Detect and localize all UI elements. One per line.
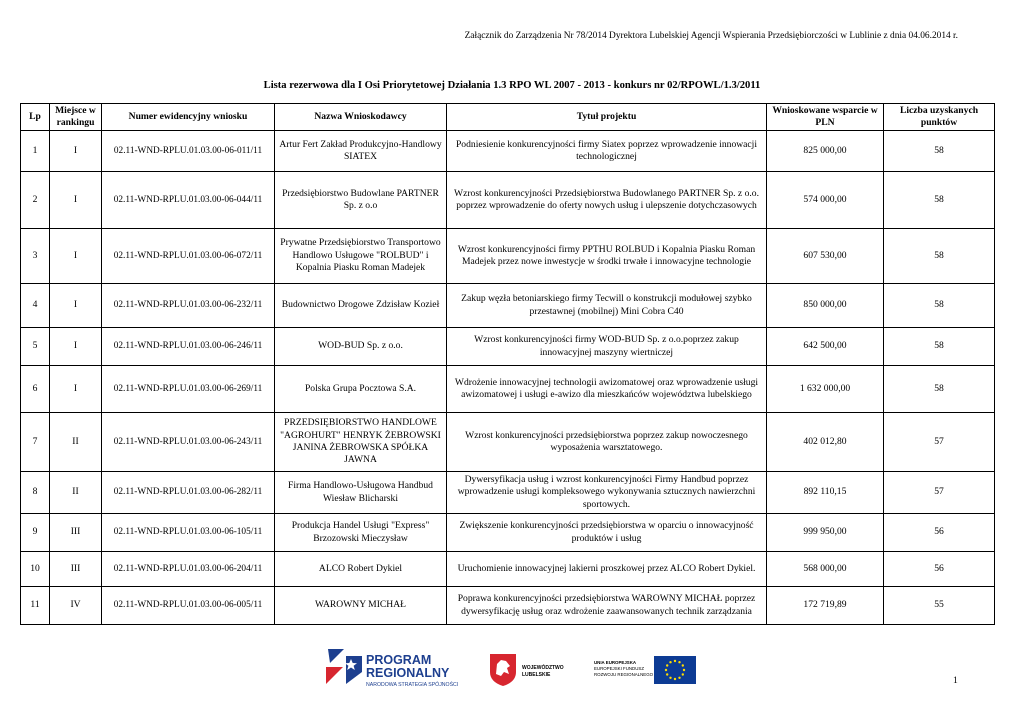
cell-lp: 9 bbox=[21, 514, 50, 552]
cell-applicant: WAROWNY MICHAŁ bbox=[275, 587, 447, 625]
cell-rank: I bbox=[50, 229, 102, 284]
cell-project-title: Wzrost konkurencyjności firmy WOD-BUD Sp. z o.o.poprzez zakup innowacyjnej maszyny wiertniczej bbox=[447, 328, 767, 366]
program-regionalny-logo bbox=[324, 646, 474, 690]
column-header-project-title: Tytuł projektu bbox=[447, 104, 767, 131]
column-header-app-number: Numer ewidencyjny wniosku bbox=[102, 104, 275, 131]
cell-project-title: Wzrost konkurencyjności przedsiębiorstwa poprzez zakup nowoczesnego wyposażenia warsztatowego. bbox=[447, 413, 767, 472]
cell-points: 56 bbox=[884, 514, 995, 552]
cell-rank: I bbox=[50, 131, 102, 172]
table-row bbox=[21, 514, 995, 552]
cell-applicant: Prywatne Przedsiębiorstwo Transportowo Handlowo Usługowe "ROLBUD" i Kopalnia Piasku Roman Madejek bbox=[275, 229, 447, 284]
cell-applicant: ALCO Robert Dykiel bbox=[275, 552, 447, 587]
cell-rank: I bbox=[50, 172, 102, 229]
cell-points: 56 bbox=[884, 552, 995, 587]
cell-points: 58 bbox=[884, 328, 995, 366]
table-row bbox=[21, 413, 995, 472]
cell-lp: 2 bbox=[21, 172, 50, 229]
cell-project-title: Zwiększenie konkurencyjności przedsiębiorstwa w oparciu o innowacyjność produktów i usług bbox=[447, 514, 767, 552]
cell-support: 172 719,89 bbox=[767, 587, 884, 625]
table-row bbox=[21, 131, 995, 172]
cell-project-title: Zakup węzła betoniarskiego firmy Tecwill o konstrukcji modułowej szybko przestawnej (mobilnej) Mini Cobra C40 bbox=[447, 284, 767, 328]
column-header-points: Liczba uzyskanych punktów bbox=[884, 104, 995, 131]
cell-project-title: Wzrost konkurencyjności firmy PPTHU ROLBUD i Kopalnia Piasku Roman Madejek przez nowe inwestycje w środki trwałe i innowacyjne technologie bbox=[447, 229, 767, 284]
cell-lp: 3 bbox=[21, 229, 50, 284]
cell-applicant: PRZEDSIĘBIORSTWO HANDLOWE "AGROHURT" HENRYK ŻEBROWSKI JANINA ŻEBROWSKA SPÓŁKA JAWNA bbox=[275, 413, 447, 472]
voivodeship-logo-line1: WOJEWÓDZTWO bbox=[522, 665, 564, 671]
program-logo-shape-blue bbox=[328, 649, 344, 663]
cell-applicant: Przedsiębiorstwo Budowlane PARTNER Sp. z o.o bbox=[275, 172, 447, 229]
cell-points: 58 bbox=[884, 131, 995, 172]
cell-rank: III bbox=[50, 552, 102, 587]
cell-applicant: Budownictwo Drogowe Zdzisław Kozieł bbox=[275, 284, 447, 328]
cell-lp: 6 bbox=[21, 366, 50, 413]
cell-support: 999 950,00 bbox=[767, 514, 884, 552]
cell-lp: 4 bbox=[21, 284, 50, 328]
cell-project-title: Wdrożenie innowacyjnej technologii awizomatowej oraz wprowadzenie usługi awizomatowej i usługi e-awizo dla mieszkańców województwa lubelskiego bbox=[447, 366, 767, 413]
cell-app-number: 02.11-WND-RPLU.01.03.00-06-232/11 bbox=[102, 284, 275, 328]
column-header-rank: Miejsce w rankingu bbox=[50, 104, 102, 131]
program-logo-line3: NARODOWA STRATEGIA SPÓJNOŚCI bbox=[366, 682, 459, 688]
cell-app-number: 02.11-WND-RPLU.01.03.00-06-246/11 bbox=[102, 328, 275, 366]
column-header-support: Wnioskowane wsparcie w PLN bbox=[767, 104, 884, 131]
cell-project-title: Wzrost konkurencyjności Przedsiębiorstwa Budowlanego PARTNER Sp. z o.o. poprzez wprowadzenie do oferty nowych usług i ulepszenie dotychczasowych bbox=[447, 172, 767, 229]
cell-applicant: Firma Handlowo-Usługowa Handbud Wiesław Blicharski bbox=[275, 472, 447, 514]
cell-rank: I bbox=[50, 284, 102, 328]
voivodeship-logo-line2: LUBELSKIE bbox=[522, 672, 551, 678]
cell-lp: 8 bbox=[21, 472, 50, 514]
cell-points: 58 bbox=[884, 366, 995, 413]
cell-rank: III bbox=[50, 514, 102, 552]
eu-logo-line1: UNIA EUROPEJSKA bbox=[594, 660, 637, 665]
eu-logo-line3: ROZWOJU REGIONALNEGO bbox=[594, 672, 654, 677]
cell-project-title: Uruchomienie innowacyjnej lakierni proszkowej przez ALCO Robert Dykiel. bbox=[447, 552, 767, 587]
cell-applicant: Polska Grupa Pocztowa S.A. bbox=[275, 366, 447, 413]
cell-rank: I bbox=[50, 328, 102, 366]
table-row bbox=[21, 587, 995, 625]
annex-note: Załącznik do Zarządzenia Nr 78/2014 Dyrektora Lubelskiej Agencji Wspierania Przedsiębiorczości w Lublinie z dnia 04.06.2014 r. bbox=[464, 31, 958, 41]
cell-lp: 5 bbox=[21, 328, 50, 366]
document-title: Lista rezerwowa dla I Osi Priorytetowej Działania 1.3 RPO WL 2007 - 2013 - konkurs nr 02/RPOWL/1.3/2011 bbox=[263, 80, 761, 91]
cell-app-number: 02.11-WND-RPLU.01.03.00-06-105/11 bbox=[102, 514, 275, 552]
cell-app-number: 02.11-WND-RPLU.01.03.00-06-282/11 bbox=[102, 472, 275, 514]
cell-app-number: 02.11-WND-RPLU.01.03.00-06-011/11 bbox=[102, 131, 275, 172]
column-header-applicant: Nazwa Wnioskodawcy bbox=[275, 104, 447, 131]
program-logo-shape-blue-large bbox=[346, 656, 362, 684]
table-header-row bbox=[21, 104, 995, 131]
cell-support: 892 110,15 bbox=[767, 472, 884, 514]
footer-logos bbox=[0, 646, 1024, 696]
cell-lp: 10 bbox=[21, 552, 50, 587]
column-header-lp: Lp bbox=[21, 104, 50, 131]
cell-app-number: 02.11-WND-RPLU.01.03.00-06-005/11 bbox=[102, 587, 275, 625]
cell-rank: I bbox=[50, 366, 102, 413]
cell-app-number: 02.11-WND-RPLU.01.03.00-06-269/11 bbox=[102, 366, 275, 413]
table-row bbox=[21, 172, 995, 229]
eu-logo-line2: EUROPEJSKI FUNDUSZ bbox=[594, 666, 645, 671]
cell-points: 58 bbox=[884, 172, 995, 229]
cell-support: 402 012,80 bbox=[767, 413, 884, 472]
cell-app-number: 02.11-WND-RPLU.01.03.00-06-072/11 bbox=[102, 229, 275, 284]
program-logo-shape-red bbox=[326, 667, 343, 684]
table-row bbox=[21, 472, 995, 514]
cell-points: 55 bbox=[884, 587, 995, 625]
cell-support: 574 000,00 bbox=[767, 172, 884, 229]
cell-applicant: Artur Fert Zakład Produkcyjno-Handlowy SIATEX bbox=[275, 131, 447, 172]
cell-applicant: Produkcja Handel Usługi "Express" Brzozowski Mieczysław bbox=[275, 514, 447, 552]
table-row bbox=[21, 284, 995, 328]
cell-rank: II bbox=[50, 472, 102, 514]
cell-support: 642 500,00 bbox=[767, 328, 884, 366]
table-row bbox=[21, 552, 995, 587]
cell-rank: II bbox=[50, 413, 102, 472]
cell-app-number: 02.11-WND-RPLU.01.03.00-06-044/11 bbox=[102, 172, 275, 229]
cell-support: 568 000,00 bbox=[767, 552, 884, 587]
cell-lp: 11 bbox=[21, 587, 50, 625]
page-number: 1 bbox=[953, 675, 958, 686]
table-row bbox=[21, 366, 995, 413]
cell-project-title: Poprawa konkurencyjności przedsiębiorstwa WAROWNY MICHAŁ poprzez dywersyfikację usług oraz wdrożenie zaawansowanych technik zarządzania bbox=[447, 587, 767, 625]
table-row bbox=[21, 328, 995, 366]
cell-lp: 1 bbox=[21, 131, 50, 172]
cell-points: 58 bbox=[884, 284, 995, 328]
cell-app-number: 02.11-WND-RPLU.01.03.00-06-243/11 bbox=[102, 413, 275, 472]
program-logo-line2: REGIONALNY bbox=[366, 666, 450, 680]
cell-support: 825 000,00 bbox=[767, 131, 884, 172]
wojewodztwo-lubelskie-logo bbox=[488, 652, 568, 688]
cell-points: 57 bbox=[884, 472, 995, 514]
cell-lp: 7 bbox=[21, 413, 50, 472]
program-logo-line1: PROGRAM bbox=[366, 653, 432, 667]
cell-support: 850 000,00 bbox=[767, 284, 884, 328]
table-row bbox=[21, 229, 995, 284]
reserve-list-table bbox=[20, 103, 995, 625]
cell-applicant: WOD-BUD Sp. z o.o. bbox=[275, 328, 447, 366]
cell-project-title: Dywersyfikacja usług i wzrost konkurencyjności Firmy Handbud poprzez wprowadzenie usługi kompleksowego wykonywania sztucznych nawierzchni sportowych. bbox=[447, 472, 767, 514]
cell-support: 1 632 000,00 bbox=[767, 366, 884, 413]
cell-points: 57 bbox=[884, 413, 995, 472]
cell-app-number: 02.11-WND-RPLU.01.03.00-06-204/11 bbox=[102, 552, 275, 587]
cell-points: 58 bbox=[884, 229, 995, 284]
cell-rank: IV bbox=[50, 587, 102, 625]
cell-project-title: Podniesienie konkurencyjności firmy Siatex poprzez wprowadzenie innowacji technologicznej bbox=[447, 131, 767, 172]
cell-support: 607 530,00 bbox=[767, 229, 884, 284]
eu-logo bbox=[590, 654, 700, 686]
